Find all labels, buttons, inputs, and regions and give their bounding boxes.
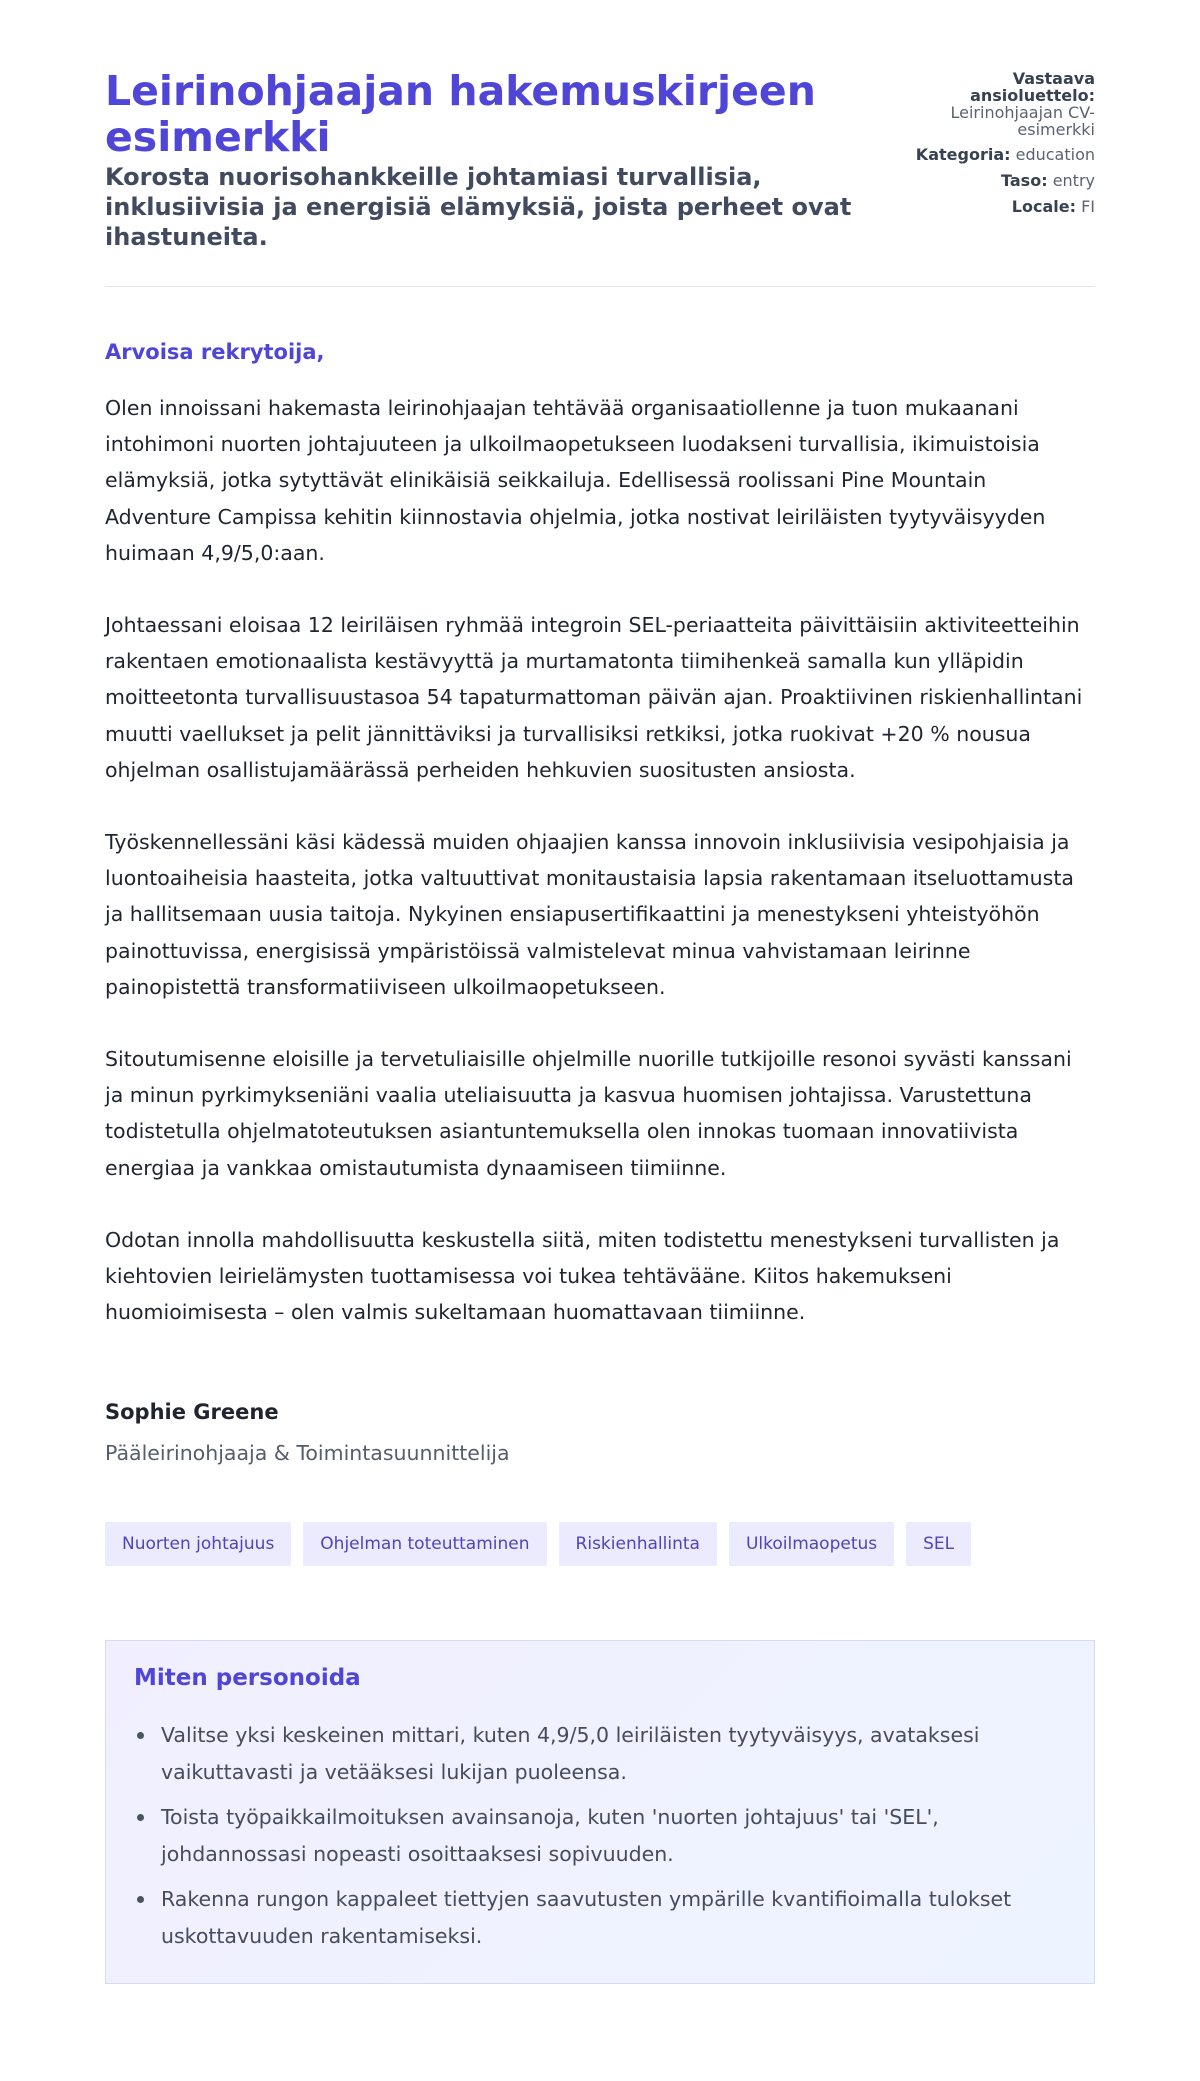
skill-tags xyxy=(105,1522,1095,1566)
page-subtitle: Korosta nuorisohankkeille johtamiasi turvallisia, inklusiivisia ja energisiä elämyksiä, joista perheet ovat ihastuneita. xyxy=(105,163,852,251)
meta-category-label: Kategoria: xyxy=(915,145,1011,164)
tips-item-text: Valitse yksi keskeinen mittari, kuten 4,9/5,0 leiriläisten tyytyväisyys, avataksesi vaikuttavasti ja vetääksesi lukijan puoleensa. xyxy=(161,1723,980,1785)
tag-youth-leadership: Nuorten johtajuus xyxy=(105,1522,291,1566)
bullet-icon xyxy=(137,1896,144,1903)
meta-locale-value: FI xyxy=(1081,197,1095,216)
personalization-tips-box xyxy=(105,1640,1095,1984)
page-title: Leirinohjaajan hakemuskirjeen esimerkki xyxy=(105,67,816,161)
tips-title: Miten personoida xyxy=(134,1665,361,1692)
tag-program-delivery: Ohjelman toteuttaminen xyxy=(303,1522,546,1566)
tag-outdoor-education: Ulkoilmaopetus xyxy=(729,1522,894,1566)
letter-paragraph-2: Johtaessani eloisaa 12 leiriläisen ryhmää integroin SEL-periaatteita päivittäisiin aktiviteetteihin rakentaen emotionaalista kestävyyttä ja murtamatonta tiimihenkeä samalla kun ylläpidin moitteetonta turvallisuustasoa 54 tapaturmattoman päivän ajan. Proaktiivinen riskienhallintani muutti vaellukset ja pelit jännittäviksi ja turvallisiksi retkiksi, jotka ruokivat +20 % nousua ohjelman osallistujamäärässä perheiden hehkuvien suositusten ansiosta. xyxy=(105,613,1083,782)
tag-risk-management: Riskienhallinta xyxy=(559,1522,717,1566)
meta-category xyxy=(885,146,1095,163)
meta-resume-label: Vastaava ansioluettelo: xyxy=(970,69,1095,105)
signature-name: Sophie Greene xyxy=(105,1400,279,1425)
tips-item xyxy=(134,1881,1066,1955)
tips-list xyxy=(134,1717,1066,1955)
tag-sel: SEL xyxy=(906,1522,971,1566)
meta-locale xyxy=(885,198,1095,215)
signature-block xyxy=(105,1398,1095,1467)
header-title-block xyxy=(105,68,855,252)
meta-level-label: Taso: xyxy=(1001,171,1048,190)
tips-item xyxy=(134,1717,1066,1791)
tips-item-text: Toista työpaikkailmoituksen avainsanoja, kuten 'nuorten johtajuus' tai 'SEL', johdannossasi nopeasti osoittaaksesi sopivuuden. xyxy=(161,1805,939,1867)
letter-paragraph-4: Sitoutumisenne eloisille ja tervetuliaisille ohjelmille nuorille tutkijoille resonoi syvästi kanssani ja minun pyrkimykseniäni vaalia uteliaisuutta ja kasvua huomisen johtajissa. Varustettuna todistetulla ohjelmatoteutuksen asiantuntemuksella olen innokas tuomaan innovatiivista energiaa ja vankkaa omistautumista dynaamiseen tiimiinne. xyxy=(105,1047,1072,1180)
letter-paragraph-1: Olen innoissani hakemasta leirinohjaajan tehtävää organisaatiollenne ja tuon mukaanani intohimoni nuorten johtajuuteen ja ulkoilmaopetukseen luodakseni turvallisia, ikimuistoisia elämyksiä, jotka sytyttävät elinikäisiä seikkailuja. Edellisessä roolissani Pine Mountain Adventure Campissa kehitin kiinnostavia ohjelmia, jotka nostivat leiriläisten tyytyväisyyden huimaan 4,9/5,0:aan. xyxy=(105,396,1046,565)
bullet-icon xyxy=(137,1732,144,1739)
meta-level-value: entry xyxy=(1052,171,1095,190)
letter-paragraph-3: Työskennellessäni käsi kädessä muiden ohjaajien kanssa innovoin inklusiivisia vesipohjaisia ja luontoaiheisia haasteita, jotka valtuuttivat monitaustaisia lapsia rakentamaan itseluottamusta ja hallitsemaan uusia taitoja. Nykyinen ensiapusertifikaattini ja menestykseni yhteistyöhön painottuvissa, energisissä ympäristöissä valmistelevat minua vahvistamaan leirinne painopistettä transformatiiviseen ulkoilmaopetukseen. xyxy=(105,830,1074,999)
meta-resume-value: Leirinohjaajan CV-esimerkki xyxy=(950,103,1095,139)
signature-role: Pääleirinohjaaja & Toimintasuunnittelija xyxy=(105,1441,510,1466)
letter-greeting: Arvoisa rekrytoija, xyxy=(105,340,325,364)
letter-paragraph-5: Odotan innolla mahdollisuutta keskustella siitä, miten todistettu menestykseni turvallisten ja kiehtovien leirielämysten tuottamisessa voi tukea tehtävääne. Kiitos hakemukseni huomioimisesta – olen valmis sukeltamaan huomattavaan tiimiinne. xyxy=(105,1227,1060,1325)
tips-item-text: Rakenna rungon kappaleet tiettyjen saavutusten ympärille kvantifioimalla tulokset uskottavuuden rakentamiseksi. xyxy=(161,1887,1012,1949)
meta-locale-label: Locale: xyxy=(1011,197,1076,216)
bullet-icon xyxy=(137,1814,144,1821)
cover-letter-page xyxy=(105,0,1095,1984)
meta-resume xyxy=(885,70,1095,138)
meta-panel xyxy=(885,68,1095,224)
letter-paragraphs xyxy=(105,390,1095,1330)
meta-level xyxy=(885,172,1095,189)
page-header xyxy=(105,68,1095,287)
meta-category-value: education xyxy=(1015,145,1095,164)
letter-body xyxy=(105,338,1095,1984)
tips-item xyxy=(134,1799,1066,1873)
